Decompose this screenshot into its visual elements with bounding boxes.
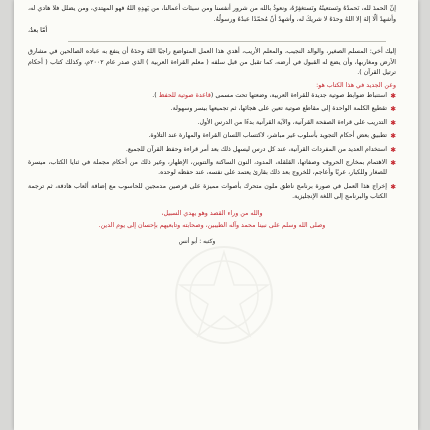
list-item-text: الاهتمام بمخارج الحروف وصفاتها، القلقلة، المدود، النون الساكنة والتنوين، الإظهار، وغير ذلك من أحكام مجملة في ثنايا الكتاب، ميسرة للصغار وللكبار، عربًا وأعاجم، للخروج بعد ذلك بقارئ يعتمد على نفسه، عند حفظه لوحده. <box>28 159 387 177</box>
list-item <box>28 145 396 155</box>
star-bullet-icon: ✱ <box>390 132 396 141</box>
list-item <box>28 118 396 128</box>
features-list <box>28 91 396 203</box>
intro-paragraph: إنّ الحمدَ لله، نَحمدُهُ ونَستعينُهُ ونَستغفِرُهُ، ونعوذُ بالله من شرور أنفسنا ومن سيئات أعمالنا، من يَهدِهِ اللهُ فهو المهتدي، ومن يضلل فلا هادي له، وأشهدُ ألّا إلهَ إلا اللهُ وحدَهُ لا شريكَ له، وأشهدُ أنّ مُحمّدًا عبدُهُ ورسولُهُ. <box>28 5 396 23</box>
signature-label: وكتبه : <box>199 238 216 245</box>
document-page <box>14 0 418 430</box>
list-item <box>28 104 396 114</box>
star-bullet-icon: ✱ <box>390 145 396 154</box>
list-item-highlight: قاعدة صوتية للحفظ <box>158 91 211 99</box>
salutation: أمّا بعدُ، <box>28 27 48 35</box>
star-bullet-icon: ✱ <box>390 118 396 127</box>
dedication-paragraph: إليك أخي: المسلم الصغير، والوالد النجيب، والمعلم الأريب، أهدي هذا العمل المتواضع راجيًا اللهَ وحدَهُ أن ينفع به عباده الصالحين في مشارق الأرض ومغاربها، وأن يضع له القبول في أرضه، كما تقبل من قبل سلفه ( معلم القراءة العربية ) الذي صدر عام ٢٠٠٢م، وكذلك كتاب ( أحكام ترتيل القرآن ). <box>28 48 396 77</box>
list-item <box>28 91 396 101</box>
list-item <box>28 182 396 203</box>
list-item-text: التدريب على قراءة الصفحة القرآنية، والآية القرآنية بدءًا من الدرس الأول. <box>197 118 387 126</box>
divider <box>68 41 386 42</box>
list-item <box>28 131 396 141</box>
list-item <box>28 158 396 179</box>
star-bullet-icon: ✱ <box>390 91 396 100</box>
list-item-text: استنباط ضوابط صوتية جديدة للقراءة العربية، وضعتها تحت مسمى ( <box>210 91 387 99</box>
closing-line-1: والله من وراء القصد وهو يهدي السبيل، <box>161 209 263 217</box>
star-bullet-icon: ✱ <box>390 159 396 167</box>
list-item-text: استخدام العديد من المفردات القرآنية، عند كل درس ليسهل ذلك بعد أمر قراءة وحفظ القرآن للجميع. <box>125 145 387 153</box>
list-item-text: إخراج هذا العمل في صورة برنامج ناطق ملون متحرك بأصوات مميزة على قرصين مدمجين للحاسوب مع إضافة ألعاب هادفة، ثم ترجمة الكتاب والبرنامج إلى اللغة الإنجليزية. <box>28 182 387 201</box>
star-bullet-icon: ✱ <box>390 105 396 114</box>
list-item-text: تقطيع الكلمة الواحدة إلى مقاطع صوتية تعين على هجائها، ثم تجميعها بيسر وسهولة. <box>170 105 387 113</box>
signature <box>28 237 396 247</box>
list-item-text: تطبيق بعض أحكام التجويد بأسلوب غير مباشر، لاكتساب اللسان القراءة والمهارة عند التلاوة. <box>148 132 387 140</box>
features-heading: وعن الجديد في هذا الكتاب هو: <box>316 81 396 89</box>
closing-line-2: وصلى الله وسلم على نبينا محمد وآله الطيبين، وصحابته وتابعيهم بإحسان إلى يوم الدين. <box>98 221 326 229</box>
list-item-suffix: ). <box>152 91 159 99</box>
background-ornament-icon <box>164 240 284 350</box>
signature-name: أبو أنس <box>178 238 198 245</box>
star-bullet-icon: ✱ <box>390 182 396 191</box>
